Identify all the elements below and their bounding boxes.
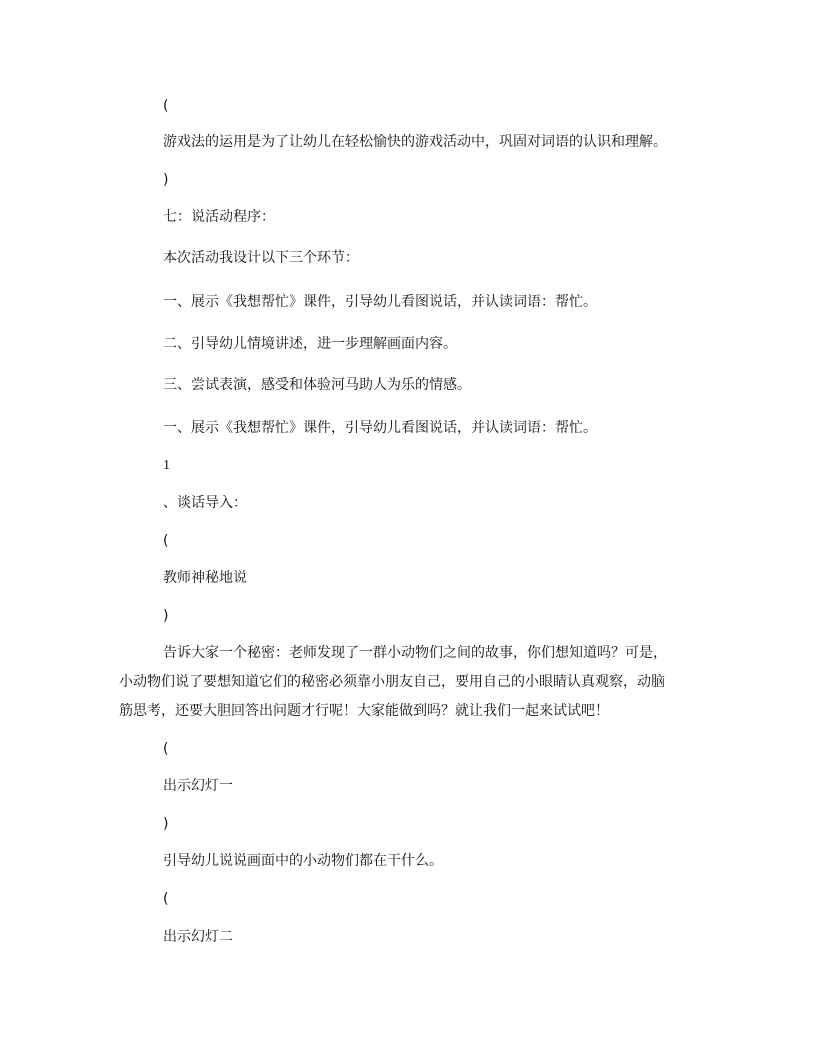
paragraph-line: 筋思考，还要大胆回答出问题才行呢！大家能做到吗？就让我们一起来试试吧！ [119,703,609,719]
open-paren: ( [163,98,169,114]
close-paren: ) [163,608,169,624]
sub-heading: 、谈话导入： [163,495,247,511]
list-item: 二、引导幼儿情境讲述，进一步理解画面内容。 [163,336,457,352]
paragraph-line: 告诉大家一个秘密：老师发现了一群小动物们之间的故事，你们想知道吗？可是， [163,645,667,661]
close-paren: ) [163,172,169,188]
open-paren: ( [163,533,169,549]
text-line: 引导幼儿说说画面中的小动物们都在干什么。 [163,853,443,869]
text-line: 本次活动我设计以下三个环节： [163,250,359,266]
open-paren: ( [163,741,169,757]
close-paren: ) [163,816,169,832]
list-item: 一、展示《我想帮忙》课件，引导幼儿看图说话，并认读词语：帮忙。 [163,294,597,310]
section-heading: 七：说活动程序： [163,209,275,225]
step-number: 1 [163,458,170,473]
text-line: 出示幻灯二 [163,929,233,945]
list-item: 一、展示《我想帮忙》课件，引导幼儿看图说话，并认读词语：帮忙。 [163,420,597,436]
text-line: 出示幻灯一 [163,778,233,794]
body-paragraph [119,639,697,726]
list-item: 三、尝试表演，感受和体验河马助人为乐的情感。 [163,377,471,393]
paragraph-line: 小动物们说了要想知道它们的秘密必须靠小朋友自己，要用自己的小眼睛认真观察，动脑 [119,674,665,690]
text-line: 游戏法的运用是为了让幼儿在轻松愉快的游戏活动中，巩固对词语的认识和理解。 [163,134,667,150]
text-line: 教师神秘地说 [163,570,247,586]
open-paren: ( [163,891,169,907]
